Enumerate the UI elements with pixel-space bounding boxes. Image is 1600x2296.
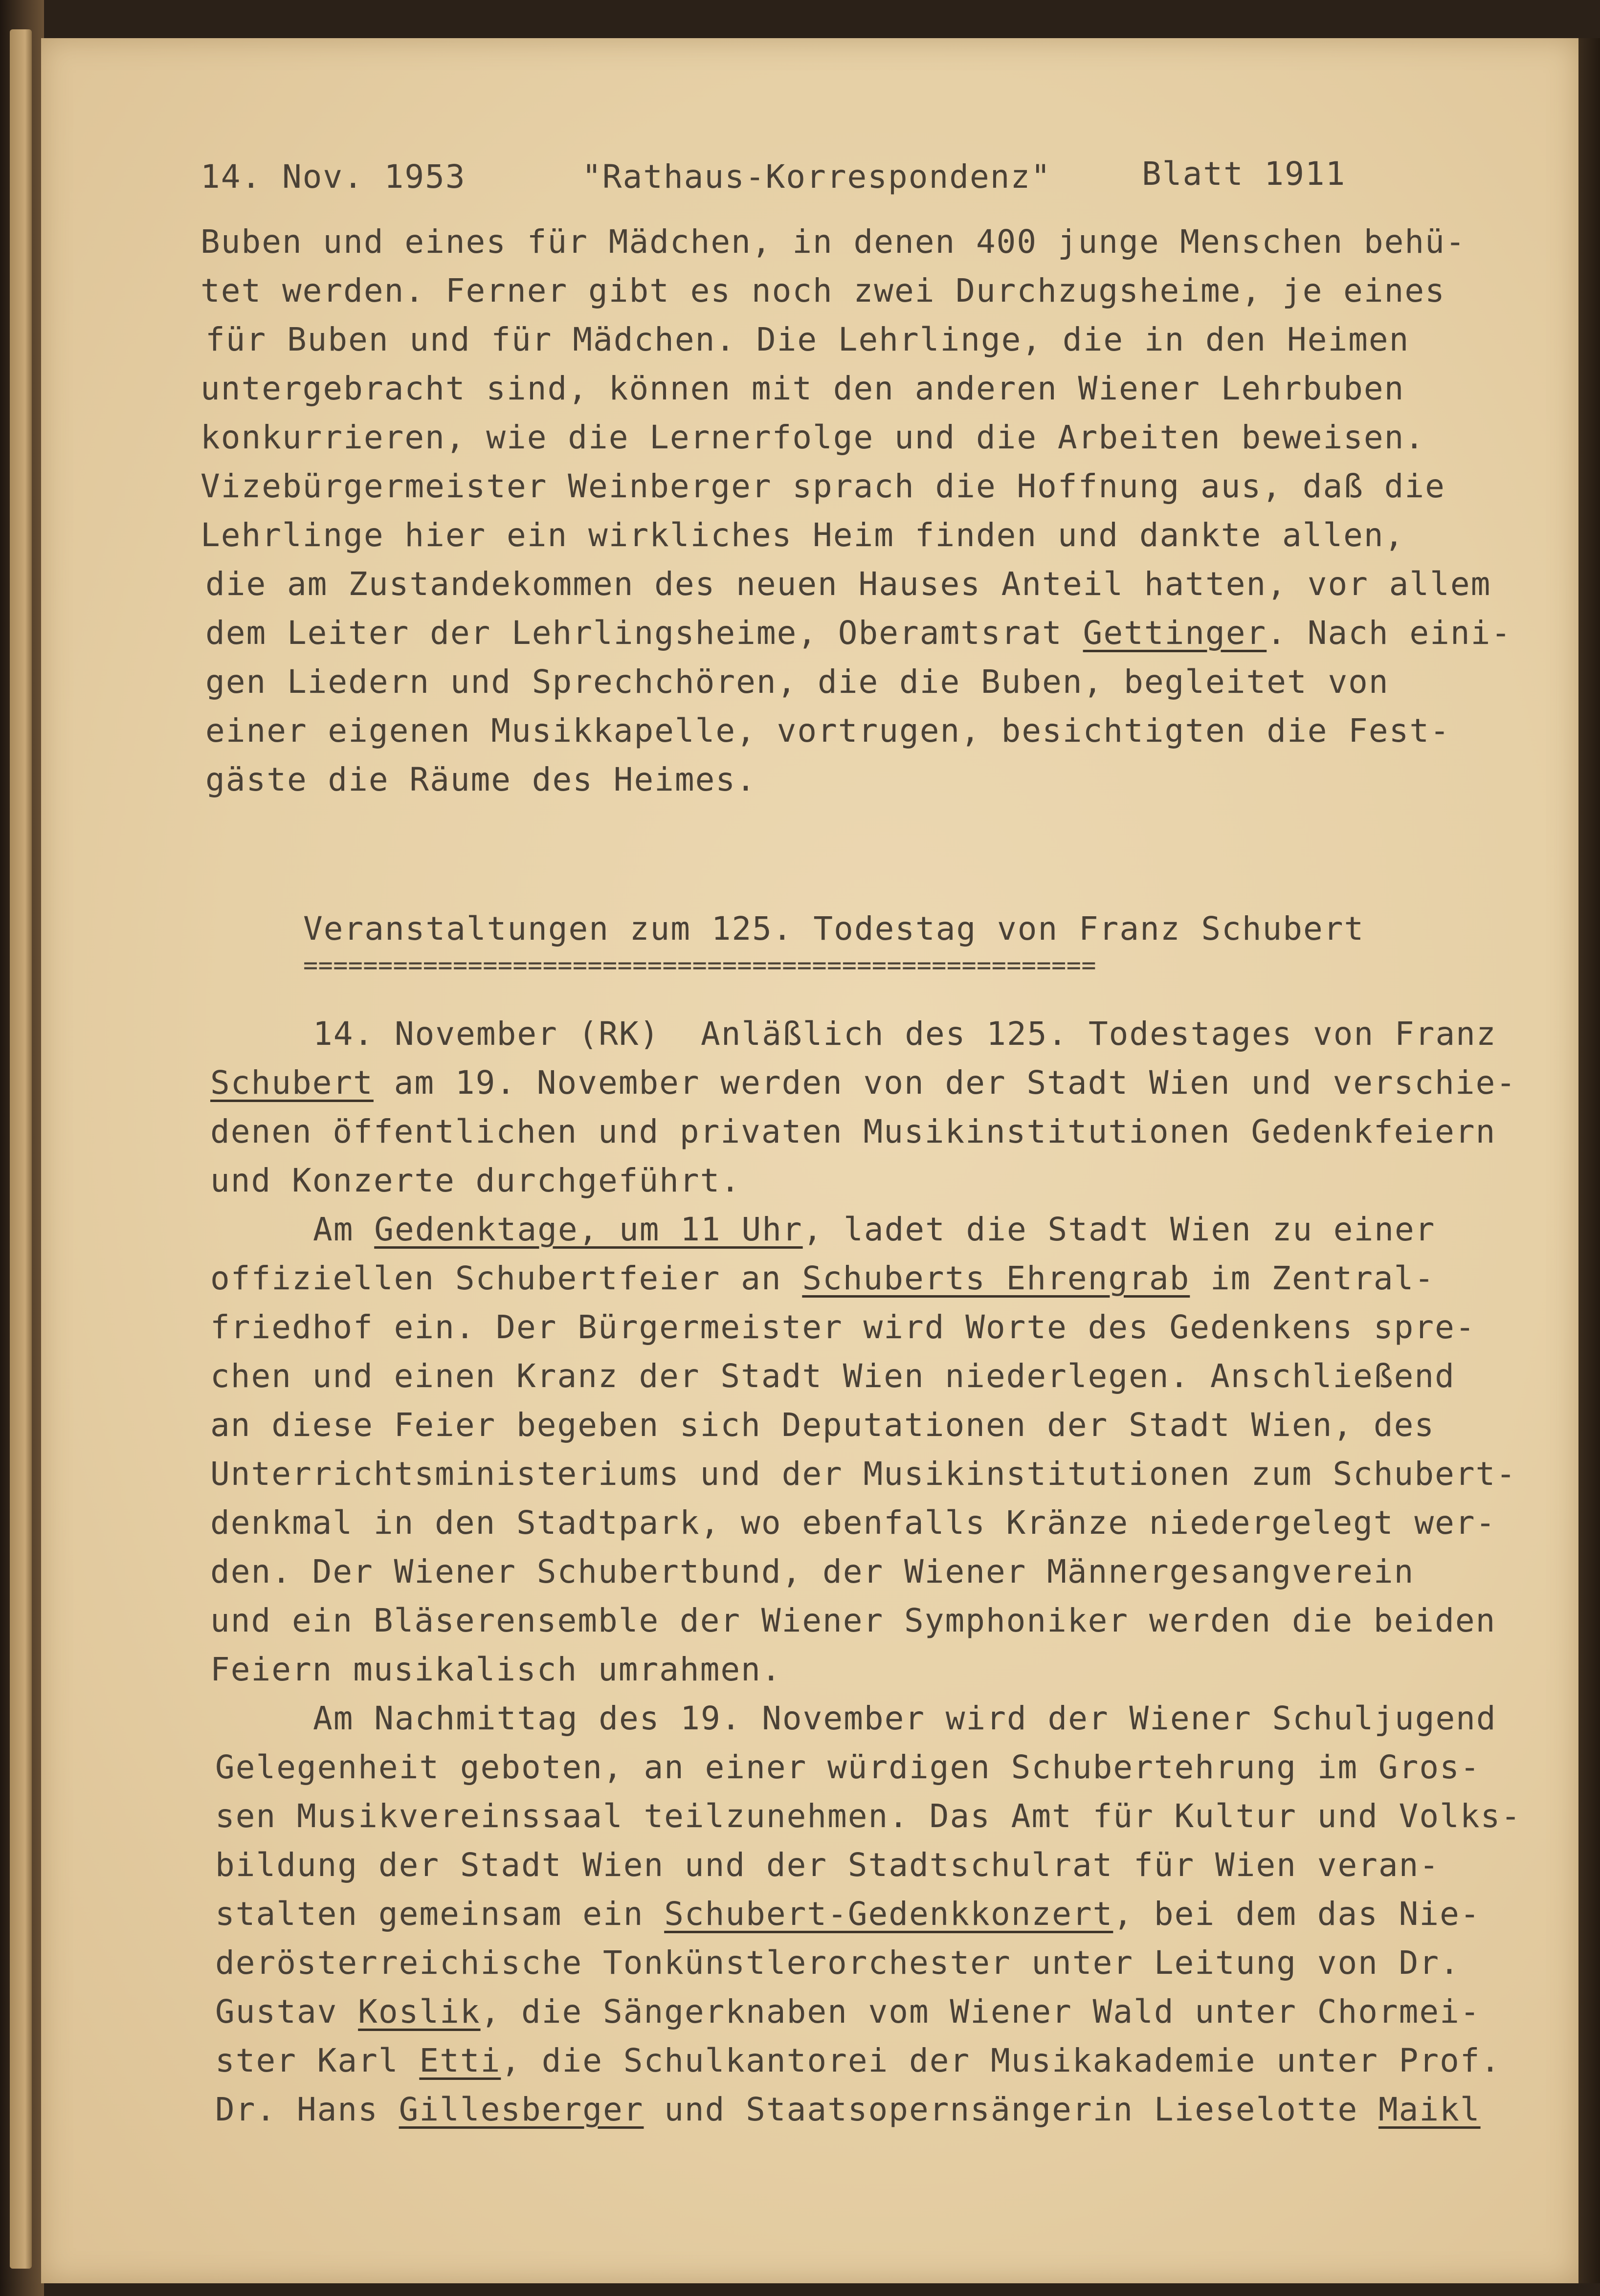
header-date: 14. Nov. 1953	[200, 158, 466, 196]
p1-line-11: einer eigenen Musikkapelle, vortrugen, besichtigten die Fest-	[205, 712, 1450, 750]
name-koslik: Koslik	[358, 1993, 481, 2031]
p1-line-3: für Buben und für Mädchen. Die Lehrlinge, die in den Heimen	[205, 321, 1410, 358]
p4-line-6: derösterreichische Tonkünstlerorchester unter Leitung von Dr.	[215, 1944, 1460, 1982]
p3-line-8: den. Der Wiener Schubertbund, der Wiener Männergesangverein	[210, 1553, 1415, 1590]
p4-line-9	[215, 2090, 1481, 2129]
name-gettinger: Gettinger	[1083, 614, 1267, 652]
p4-line-3: sen Musikvereinssaal teilzunehmen. Das Amt für Kultur und Volks-	[215, 1797, 1522, 1835]
p3-line-2-a: offiziellen Schubertfeier an	[210, 1259, 802, 1297]
p1-line-9-a: dem Leiter der Lehrlingsheime, Oberamtsrat	[205, 614, 1083, 652]
header-sheet: Blatt 1911	[1142, 155, 1346, 193]
section-rule: =====================================================	[303, 951, 1096, 979]
p3-line-4: chen und einen Kranz der Stadt Wien niederlegen. Anschließend	[210, 1357, 1455, 1395]
page-shadow-edge	[1578, 38, 1600, 2283]
p3-line-5: an diese Feier begeben sich Deputationen der Stadt Wien, des	[210, 1406, 1435, 1444]
p1-line-10: gen Liedern und Sprechchören, die die Buben, begleitet von	[205, 663, 1389, 701]
p1-line-9-b: . Nach eini-	[1267, 614, 1512, 652]
p1-line-6: Vizebürgermeister Weinberger sprach die Hoffnung aus, daß die	[200, 467, 1445, 505]
p3-line-7: denkmal in den Stadtpark, wo ebenfalls Kränze niedergelegt wer-	[210, 1504, 1496, 1542]
p2-line-2-b: am 19. November werden von der Stadt Wien und verschie-	[373, 1064, 1517, 1102]
memorial-time: Gedenktage, um 11 Uhr	[374, 1211, 803, 1248]
p3-line-10: Feiern musikalisch umrahmen.	[210, 1651, 782, 1688]
p4-line-4: bildung der Stadt Wien und der Stadtschulrat für Wien veran-	[215, 1846, 1440, 1884]
p3-line-2-b: im Zentral-	[1190, 1259, 1435, 1297]
p2-line-1: 14. November (RK) Anläßlich des 125. Todestages von Franz	[313, 1015, 1497, 1053]
p3-line-2	[210, 1259, 1435, 1298]
p1-line-1: Buben und eines für Mädchen, in denen 400 junge Menschen behü-	[200, 223, 1466, 261]
name-maikl: Maikl	[1378, 2091, 1481, 2128]
p3-line-3: friedhof ein. Der Bürgermeister wird Worte des Gedenkens spre-	[210, 1308, 1476, 1346]
p4-line-5-a: stalten gemeinsam ein	[215, 1895, 665, 1933]
p4-line-9-b: und Staatsopernsängerin Lieselotte	[644, 2091, 1378, 2128]
schuberts-grave: Schuberts Ehrengrab	[802, 1259, 1190, 1297]
p2-line-2	[210, 1063, 1516, 1103]
p4-line-8	[215, 2041, 1501, 2080]
p4-line-7-b: , die Sängerknaben vom Wiener Wald unter Chormei-	[480, 1993, 1481, 2031]
p4-line-7	[215, 1992, 1481, 2031]
p3-line-1	[313, 1210, 1435, 1249]
p4-line-9-a: Dr. Hans	[215, 2091, 399, 2128]
p3-line-9: und ein Bläserensemble der Wiener Symphoniker werden die beiden	[210, 1602, 1496, 1639]
p3-line-1-a: Am	[313, 1211, 375, 1248]
p2-line-3: denen öffentlichen und privaten Musikinstitutionen Gedenkfeiern	[210, 1113, 1496, 1150]
p1-line-4: untergebracht sind, können mit den anderen Wiener Lehrbuben	[200, 370, 1405, 407]
name-gillesberger: Gillesberger	[399, 2091, 644, 2128]
p1-line-2: tet werden. Ferner gibt es noch zwei Durchzugsheime, je eines	[200, 272, 1445, 309]
p4-line-2: Gelegenheit geboten, an einer würdigen Schubertehrung im Gros-	[215, 1748, 1481, 1786]
p4-line-5-b: , bei dem das Nie-	[1113, 1895, 1481, 1933]
p2-line-4: und Konzerte durchgeführt.	[210, 1162, 741, 1199]
name-etti: Etti	[419, 2042, 501, 2079]
p3-line-6: Unterrichtsministeriums und der Musikinstitutionen zum Schubert-	[210, 1455, 1517, 1493]
p4-line-5	[215, 1895, 1481, 1934]
p1-line-5: konkurrieren, wie die Lernerfolge und die Arbeiten beweisen.	[200, 419, 1425, 456]
p1-line-8: die am Zustandekommen des neuen Hauses Anteil hatten, vor allem	[205, 565, 1491, 603]
p1-line-7: Lehrlinge hier ein wirkliches Heim finden und dankte allen,	[200, 516, 1405, 554]
p4-line-7-a: Gustav	[215, 1993, 358, 2031]
p3-line-1-b: , ladet die Stadt Wien zu einer	[802, 1211, 1436, 1248]
section-title: Veranstaltungen zum 125. Todestag von Franz Schubert	[303, 910, 1365, 948]
p1-line-12: gäste die Räume des Heimes.	[205, 761, 756, 798]
schubert-concert: Schubert-Gedenkkonzert	[664, 1895, 1113, 1933]
header-publication: "Rathaus-Korrespondenz"	[582, 158, 1051, 196]
p4-line-1: Am Nachmittag des 19. November wird der Wiener Schuljugend	[313, 1700, 1497, 1737]
p1-line-9	[205, 614, 1511, 653]
previous-page-edge	[10, 29, 32, 2269]
name-schubert: Schubert	[210, 1064, 374, 1102]
p4-line-8-a: ster Karl	[215, 2042, 420, 2079]
p4-line-8-b: , die Schulkantorei der Musikakademie unter Prof.	[501, 2042, 1501, 2079]
